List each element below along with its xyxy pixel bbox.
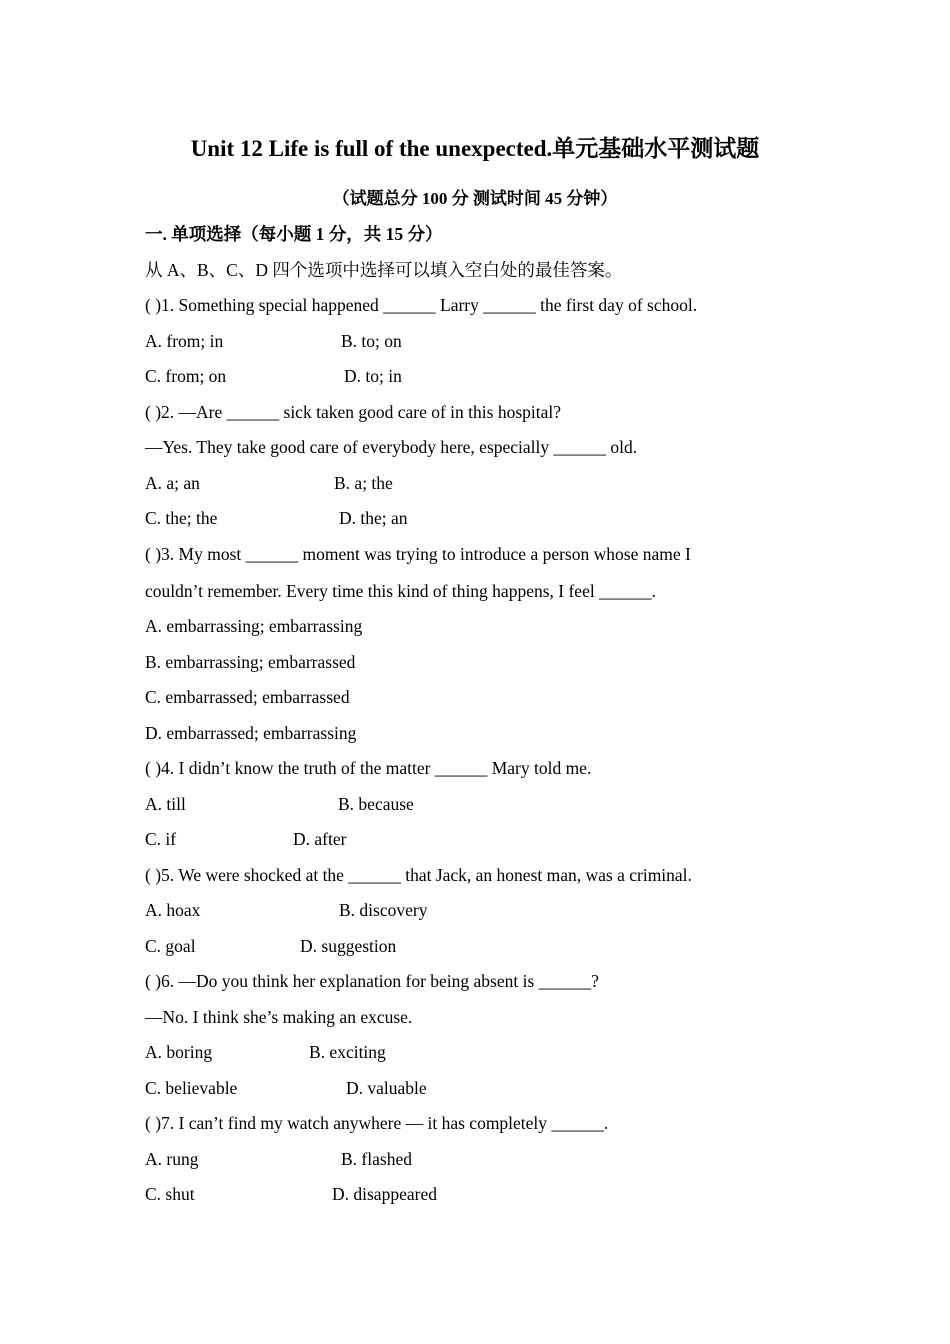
option-b: B. discovery <box>339 900 428 920</box>
option-c: C. shut <box>145 1184 195 1204</box>
question-stem: ( )7. I can’t find my watch anywhere — it has completely ______. <box>145 1113 609 1133</box>
options-row <box>145 1181 825 1217</box>
question-stem: ( )1. Something special happened ______ Larry ______ the first day of school. <box>145 295 698 315</box>
option-b: B. flashed <box>341 1148 412 1169</box>
options-row <box>145 328 825 364</box>
option-d: D. valuable <box>346 1077 427 1098</box>
option-a: A. till <box>145 793 186 814</box>
option-c: C. goal <box>145 935 196 956</box>
options-row <box>145 1146 825 1182</box>
question-stem: ( )4. I didn’t know the truth of the matter ______ Mary told me. <box>145 758 592 778</box>
option-d: D. the; an <box>339 508 408 528</box>
option-a: A. rung <box>145 1148 199 1169</box>
options-row <box>145 505 825 541</box>
question-stem: ( )5. We were shocked at the ______ that Jack, an honest man, was a criminal. <box>145 864 692 885</box>
section-instruction: 从 A、B、C、D 四个选项中选择可以填入空白处的最佳答案。 <box>145 259 623 280</box>
options-row <box>145 470 825 506</box>
option-b: B. embarrassing; embarrassed <box>145 651 356 672</box>
option-a: A. from; in <box>145 330 224 351</box>
option-d: D. after <box>293 829 347 849</box>
option-c: C. if <box>145 829 177 849</box>
page-title: Unit 12 Life is full of the unexpected.单元基础水平测试题 <box>190 136 760 161</box>
option-b: B. a; the <box>334 472 393 493</box>
option-a: A. hoax <box>145 900 201 920</box>
option-d: D. disappeared <box>332 1184 437 1204</box>
option-c: C. embarrassed; embarrassed <box>145 687 350 707</box>
question-stem-continued: couldn’t remember. Every time this kind of thing happens, I feel ______. <box>145 580 656 601</box>
page-subtitle: （试题总分 100 分 测试时间 45 分钟） <box>332 189 618 208</box>
option-d: D. embarrassed; embarrassing <box>145 722 357 743</box>
option-c: C. believable <box>145 1077 238 1098</box>
options-row <box>145 1075 825 1111</box>
section-heading: 一. 单项选择（每小题 1 分，共 15 分） <box>145 224 443 244</box>
option-a: A. boring <box>145 1042 213 1062</box>
options-row <box>145 826 825 862</box>
option-c: C. the; the <box>145 508 218 528</box>
question-stem-continued: —Yes. They take good care of everybody here, especially ______ old. <box>145 437 638 457</box>
options-row <box>145 791 825 827</box>
option-a: A. embarrassing; embarrassing <box>145 616 363 636</box>
options-row <box>145 897 825 933</box>
option-d: D. suggestion <box>300 935 397 956</box>
question-stem: ( )6. —Do you think her explanation for being absent is ______? <box>145 971 599 991</box>
question-stem: ( )3. My most ______ moment was trying to introduce a person whose name I <box>145 543 691 564</box>
options-row <box>145 363 825 399</box>
option-b: B. exciting <box>309 1042 386 1062</box>
option-b: B. because <box>338 793 414 814</box>
exam-content <box>145 221 825 1217</box>
option-b: B. to; on <box>341 330 402 351</box>
option-d: D. to; in <box>344 366 402 386</box>
question-stem-continued: —No. I think she’s making an excuse. <box>145 1006 413 1027</box>
option-a: A. a; an <box>145 472 200 493</box>
options-row <box>145 933 825 969</box>
question-stem: ( )2. —Are ______ sick taken good care of in this hospital? <box>145 401 562 422</box>
options-row <box>145 1039 825 1075</box>
option-c: C. from; on <box>145 366 227 386</box>
